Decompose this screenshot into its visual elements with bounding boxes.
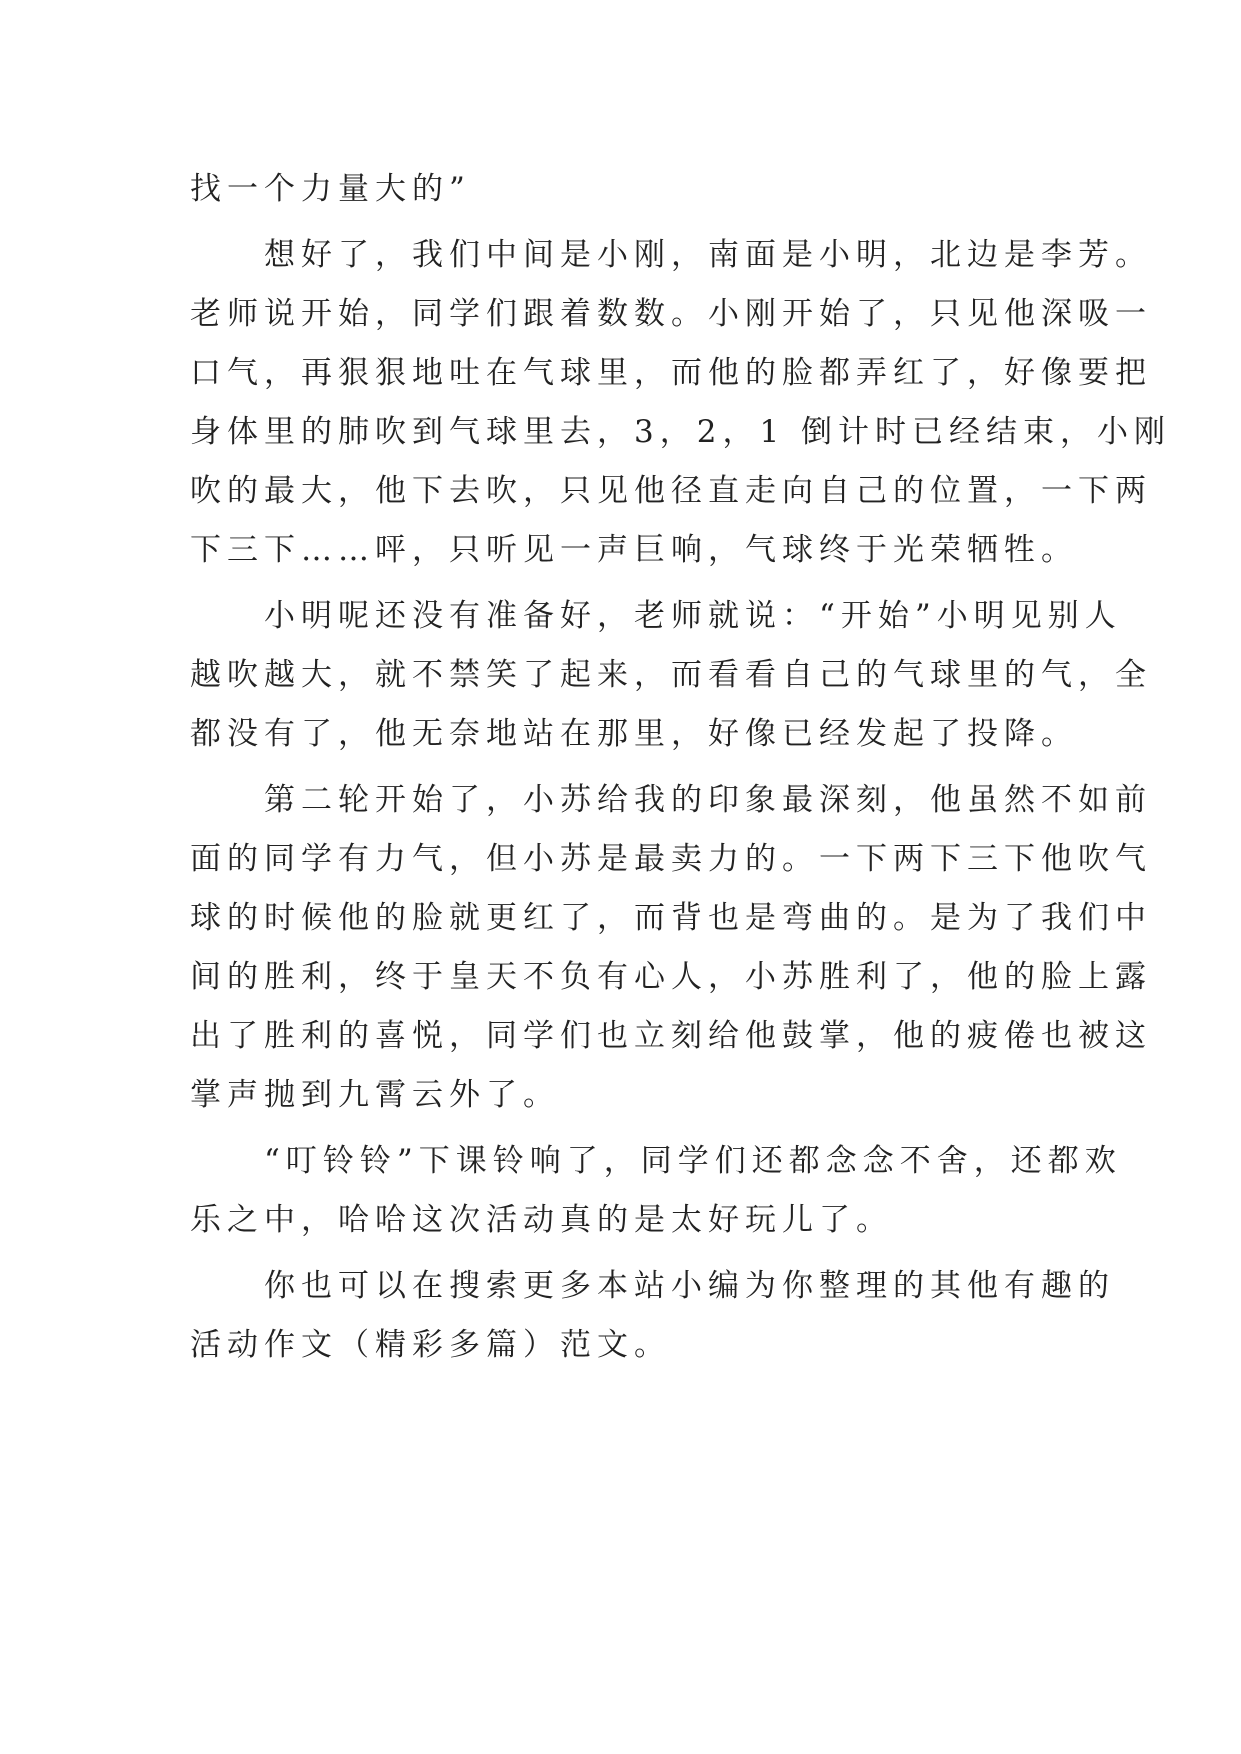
paragraph-4 [190,771,1152,1125]
text-line: 越吹越大，就不禁笑了起来，而看看自己的气球里的气，全 [190,657,1152,693]
text-line: 都没有了，他无奈地站在那里，好像已经发起了投降。 [190,716,1078,752]
text-line: 活动作文（精彩多篇）范文。 [190,1327,671,1363]
text-line: 下三下……呯，只听见一声巨响，气球终于光荣牺牲。 [190,532,1078,568]
text-line: 老师说开始，同学们跟着数数。小刚开始了，只见他深吸一 [190,296,1152,332]
paragraph-gap [190,1250,1070,1257]
text-line: 想好了，我们中间是小刚，南面是小明，北边是李芳。 [190,237,1152,273]
paragraph-2 [190,226,1172,580]
paragraph-1 [190,160,1070,219]
text-line: 身体里的肺吹到气球里去，3，2，1 倒计时已经结束，小刚 [190,414,1172,450]
text-line: 出了胜利的喜悦，同学们也立刻给他鼓掌，他的疲倦也被这 [190,1018,1152,1054]
text-line: 找一个力量大的” [190,171,471,207]
paragraph-5 [190,1132,1122,1250]
document-body [190,160,1172,1375]
text-line: 第二轮开始了，小苏给我的印象最深刻，他虽然不如前 [190,782,1152,818]
text-line: “叮铃铃”下课铃响了，同学们还都念念不舍，还都欢 [190,1143,1122,1179]
paragraph-3 [190,587,1152,764]
paragraph-gap [190,580,1070,587]
text-line: 间的胜利，终于皇天不负有心人，小苏胜利了，他的脸上露 [190,959,1152,995]
paragraph-gap [190,1125,1070,1132]
paragraph-6 [190,1257,1115,1375]
text-line: 你也可以在搜索更多本站小编为你整理的其他有趣的 [190,1268,1115,1304]
text-line: 掌声抛到九霄云外了。 [190,1077,560,1113]
text-line: 球的时候他的脸就更红了，而背也是弯曲的。是为了我们中 [190,900,1152,936]
text-line: 面的同学有力气，但小苏是最卖力的。一下两下三下他吹气 [190,841,1152,877]
text-line: 乐之中，哈哈这次活动真的是太好玩儿了。 [190,1202,893,1238]
paragraph-gap [190,764,1070,771]
paragraph-gap [190,219,1070,226]
text-line: 吹的最大，他下去吹，只见他径直走向自己的位置，一下两 [190,473,1152,509]
text-line: 小明呢还没有准备好，老师就说：“开始”小明见别人 [190,598,1122,634]
text-line: 口气，再狠狠地吐在气球里，而他的脸都弄红了，好像要把 [190,355,1152,391]
